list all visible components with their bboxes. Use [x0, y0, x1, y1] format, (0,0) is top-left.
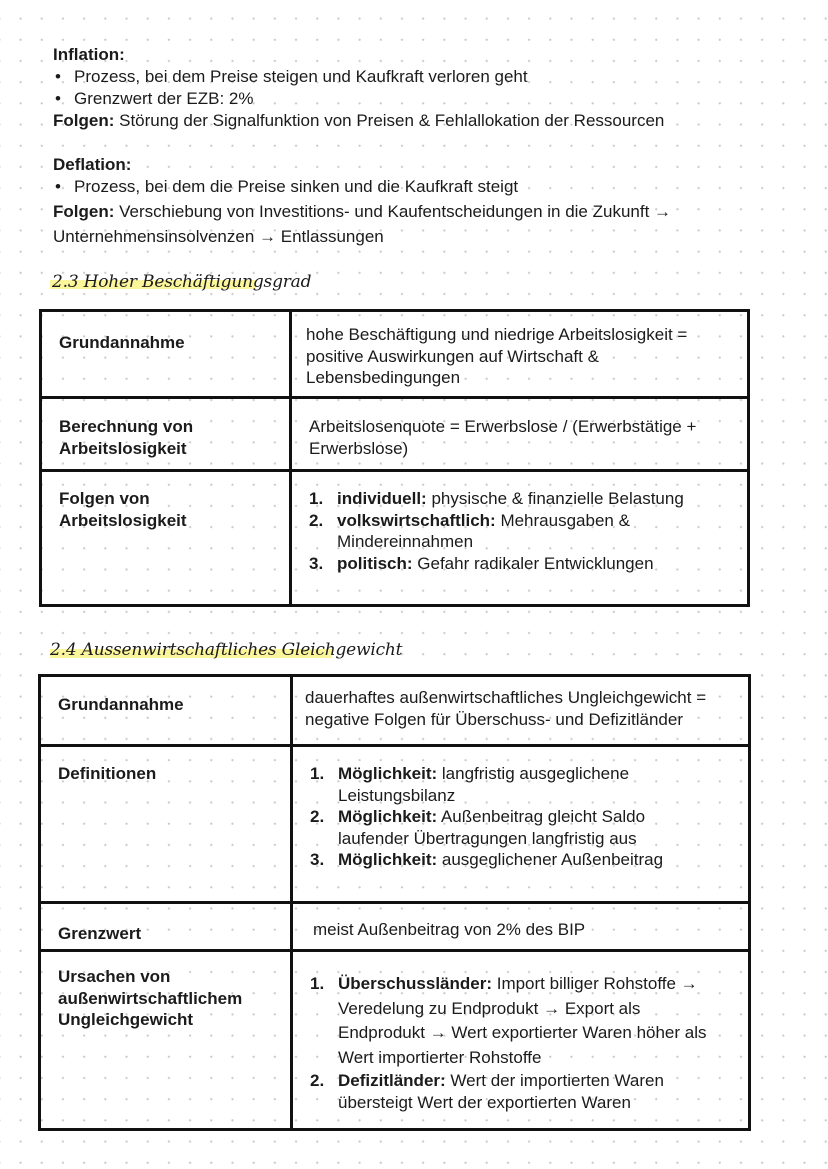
deflation-title: Deflation: [53, 155, 132, 174]
list-item: 2. volkswirtschaftlich: Mehrausgaben & Mindereinnahmen [309, 510, 630, 551]
row-label: Grenzwert [40, 903, 292, 951]
inflation-bullet-2: Grenzwert der EZB: 2% [74, 89, 254, 108]
table-aussenwirtschaft [38, 674, 751, 1131]
table-row [40, 903, 750, 951]
list-item: 2. Möglichkeit: Außenbeitrag gleicht Saldo laufender Übertragungen langfristig aus [310, 807, 646, 848]
row-text: Arbeitslosenquote = Erwerbslose / (Erwerbstätige + Erwerbslose) [291, 398, 749, 471]
table-beschaeftigung [39, 309, 750, 607]
inflation-bullet-1: Prozess, bei dem Preise steigen und Kaufkraft verloren geht [74, 67, 528, 86]
table-row [41, 471, 749, 606]
row-label: Berechnung von Arbeitslosigkeit [41, 398, 291, 471]
folgen-text: Verschiebung von Investitions- und Kaufentscheidungen in die Zukunft → [114, 202, 672, 221]
table-row [40, 951, 750, 1130]
row-text: meist Außenbeitrag von 2% des BIP [292, 903, 750, 951]
list-item: 1. individuell: physische & finanzielle Belastung [309, 489, 684, 508]
deflation-folgen [53, 201, 671, 223]
row-label: Folgen von Arbeitslosigkeit [41, 471, 291, 606]
bullet-icon: • [55, 177, 61, 196]
table-row [40, 746, 750, 903]
section-heading-2-3: 2.3 Hoher Beschäftigungsgrad [52, 272, 312, 292]
folgen-label: Folgen: [53, 111, 115, 130]
inflation-title: Inflation: [53, 45, 125, 64]
row-list [292, 746, 750, 903]
table-row [40, 676, 750, 746]
list-item: 3. Möglichkeit: ausgeglichener Außenbeitrag [310, 850, 664, 869]
bullet-icon: • [55, 89, 61, 108]
bullet-icon: • [55, 67, 61, 86]
deflation-bullet-1: Prozess, bei dem die Preise sinken und die Kaufkraft steigt [74, 177, 519, 196]
deflation-folgen-2: Unternehmensinsolvenzen → Entlassungen [53, 227, 384, 246]
row-text: dauerhaftes außenwirtschaftliches Ungleichgewicht = negative Folgen für Überschuss- und Defizitländer [292, 676, 750, 746]
section-heading-2-4: 2.4 Aussenwirtschaftliches Gleichgewicht [50, 640, 403, 660]
table-row [41, 311, 749, 398]
inflation-folgen [53, 110, 664, 132]
row-label: Definitionen [40, 746, 292, 903]
folgen-text: Störung der Signalfunktion von Preisen & Fehlallokation der Ressourcen [114, 111, 665, 130]
row-label: Grundannahme [41, 311, 291, 398]
row-text: hohe Beschäftigung und niedrige Arbeitslosigkeit = positive Auswirkungen auf Wirtschaft & Lebensbedingungen [291, 311, 749, 398]
list-item: 3. politisch: Gefahr radikaler Entwicklungen [309, 553, 654, 573]
row-label: Ursachen von außenwirtschaftlichem Ungleichgewicht [40, 951, 292, 1130]
row-label: Grundannahme [40, 676, 292, 746]
table-row [41, 398, 749, 471]
folgen-label: Folgen: [53, 202, 115, 221]
row-list [292, 951, 750, 1130]
row-list [291, 471, 749, 606]
list-item: 1. Möglichkeit: langfristig ausgeglichene Leistungsbilanz [310, 764, 630, 805]
list-item: 2. Defizitländer: Wert der importierten Waren übersteigt Wert der exportierten Waren [310, 1071, 664, 1112]
list-item: 1. Überschussländer: Import billiger Rohstoffe → Veredelung zu Endprodukt → Export als Endprodukt → Wert exportierter Waren höher als Wert importierter Rohstoffe [310, 974, 707, 1067]
